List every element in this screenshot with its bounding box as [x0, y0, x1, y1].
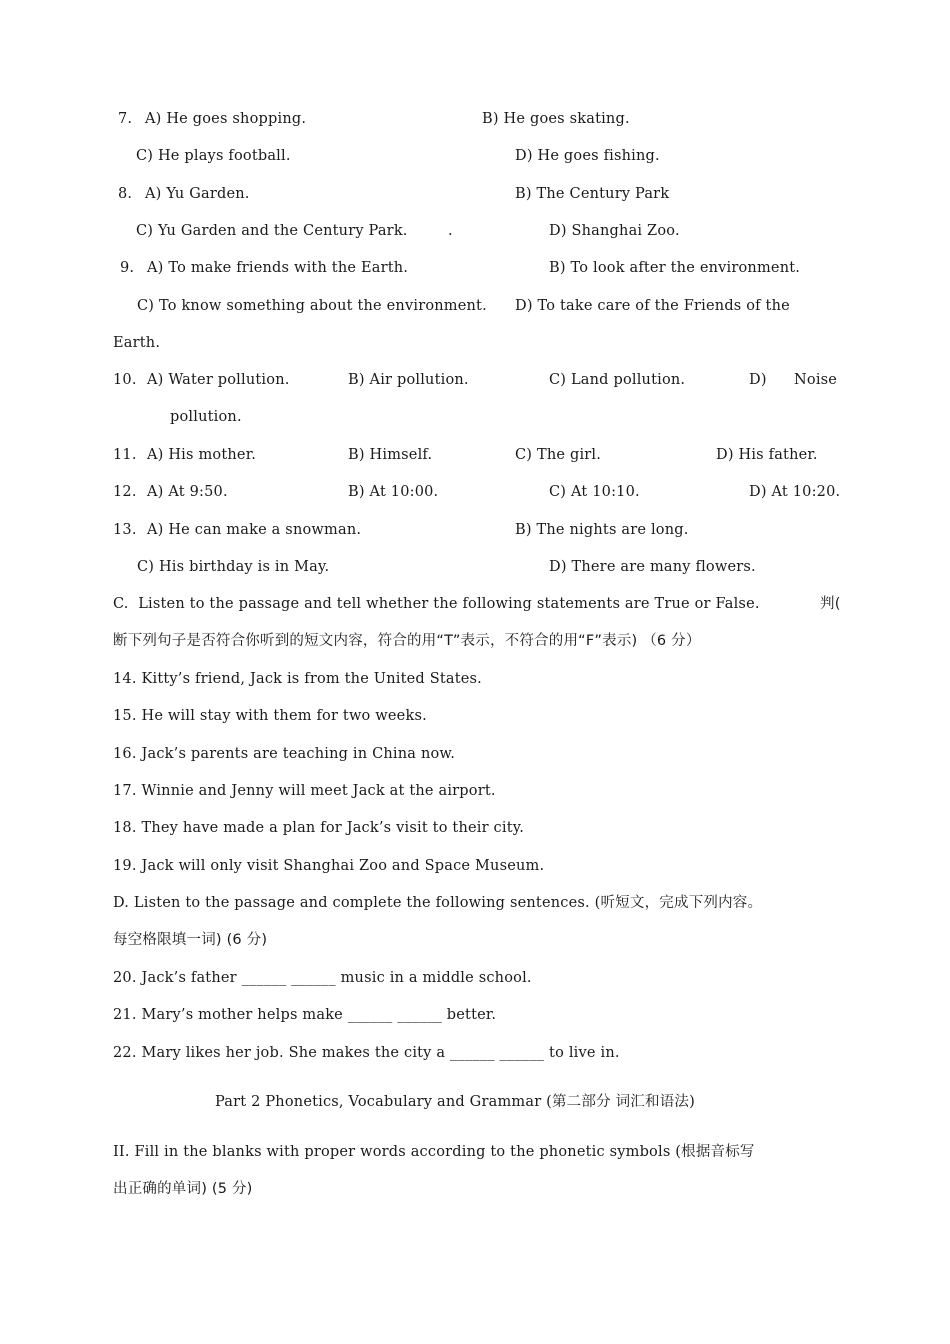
q12-number: 12.: [113, 484, 137, 500]
q8-option-c: C) Yu Garden and the Century Park.: [136, 223, 408, 239]
q9-option-a: A) To make friends with the Earth.: [147, 260, 409, 276]
section-c-instruction-cn: 断下列句子是否符合你听到的短文内容，符合的用“T”表示，不符合的用“F”表示) （6 分）: [113, 633, 701, 649]
q8-stray-dot: .: [448, 223, 453, 239]
q11-number: 11.: [113, 447, 137, 463]
q12-option-c: C) At 10:10.: [549, 484, 640, 500]
part2-section-ii-instruction: II. Fill in the blanks with proper words according to the phonetic symbols (根据音标写: [113, 1144, 755, 1160]
q9-option-b: B) To look after the environment.: [549, 260, 801, 276]
q13-option-c: C) His birthday is in May.: [137, 559, 330, 575]
q7-option-d: D) He goes fishing.: [515, 148, 660, 164]
q11-option-b: B) Himself.: [348, 447, 433, 463]
q8-option-b: B) The Century Park: [515, 186, 670, 202]
part2-section-ii-instruction-cn: 出正确的单词) (5 分): [113, 1181, 253, 1197]
section-c-instruction-cjk-tail: 判(: [820, 596, 841, 612]
sentence-22: 22. Mary likes her job. She makes the city a ______ ______ to live in.: [113, 1045, 620, 1061]
q12-option-a: A) At 9:50.: [147, 484, 228, 500]
q12-option-d: D) At 10:20.: [749, 484, 841, 500]
q8-option-d: D) Shanghai Zoo.: [549, 223, 680, 239]
q7-option-a: A) He goes shopping.: [145, 111, 307, 127]
q10-number: 10.: [113, 372, 137, 388]
statement-14: 14. Kitty’s friend, Jack is from the United States.: [113, 671, 482, 687]
statement-19: 19. Jack will only visit Shanghai Zoo and Space Museum.: [113, 858, 545, 874]
statement-16: 16. Jack’s parents are teaching in China now.: [113, 746, 456, 762]
q13-number: 13.: [113, 522, 137, 538]
q10-option-a: A) Water pollution.: [147, 372, 290, 388]
q7-option-b: B) He goes skating.: [482, 111, 630, 127]
q9-option-d: D) To take care of the Friends of the: [515, 298, 790, 314]
q10-option-c: C) Land pollution.: [549, 372, 686, 388]
statement-17: 17. Winnie and Jenny will meet Jack at the airport.: [113, 783, 496, 799]
q9-option-d-continued: Earth.: [113, 335, 161, 351]
q13-option-a: A) He can make a snowman.: [147, 522, 362, 538]
q11-option-c: C) The girl.: [515, 447, 602, 463]
sentence-20: 20. Jack’s father ______ ______ music in a middle school.: [113, 970, 532, 986]
section-d-instruction: D. Listen to the passage and complete the following sentences. (听短文，完成下列内容。: [113, 895, 763, 911]
q12-option-b: B) At 10:00.: [348, 484, 439, 500]
q7-option-c: C) He plays football.: [136, 148, 291, 164]
statement-15: 15. He will stay with them for two weeks.: [113, 708, 427, 724]
q8-number: 8.: [118, 186, 133, 202]
statement-18: 18. They have made a plan for Jack’s visit to their city.: [113, 820, 525, 836]
q13-option-b: B) The nights are long.: [515, 522, 689, 538]
section-d-instruction-cn: 每空格限填一词) (6 分): [113, 932, 268, 948]
q10-option-b: B) Air pollution.: [348, 372, 469, 388]
q10-option-d-continued: pollution.: [170, 409, 242, 425]
q9-option-c: C) To know something about the environment.: [137, 298, 487, 314]
q10-option-d-letter: D): [749, 372, 767, 388]
part2-title: Part 2 Phonetics, Vocabulary and Grammar (第二部分 词汇和语法): [215, 1094, 695, 1110]
q13-option-d: D) There are many flowers.: [549, 559, 756, 575]
q7-number: 7.: [118, 111, 133, 127]
q11-option-d: D) His father.: [716, 447, 818, 463]
section-c-instruction: C. Listen to the passage and tell whether the following statements are True or False.: [113, 596, 760, 612]
q9-number: 9.: [120, 260, 135, 276]
q8-option-a: A) Yu Garden.: [145, 186, 250, 202]
q10-option-d-text: Noise: [794, 372, 838, 388]
sentence-21: 21. Mary’s mother helps make ______ ______ better.: [113, 1007, 497, 1023]
q11-option-a: A) His mother.: [147, 447, 257, 463]
